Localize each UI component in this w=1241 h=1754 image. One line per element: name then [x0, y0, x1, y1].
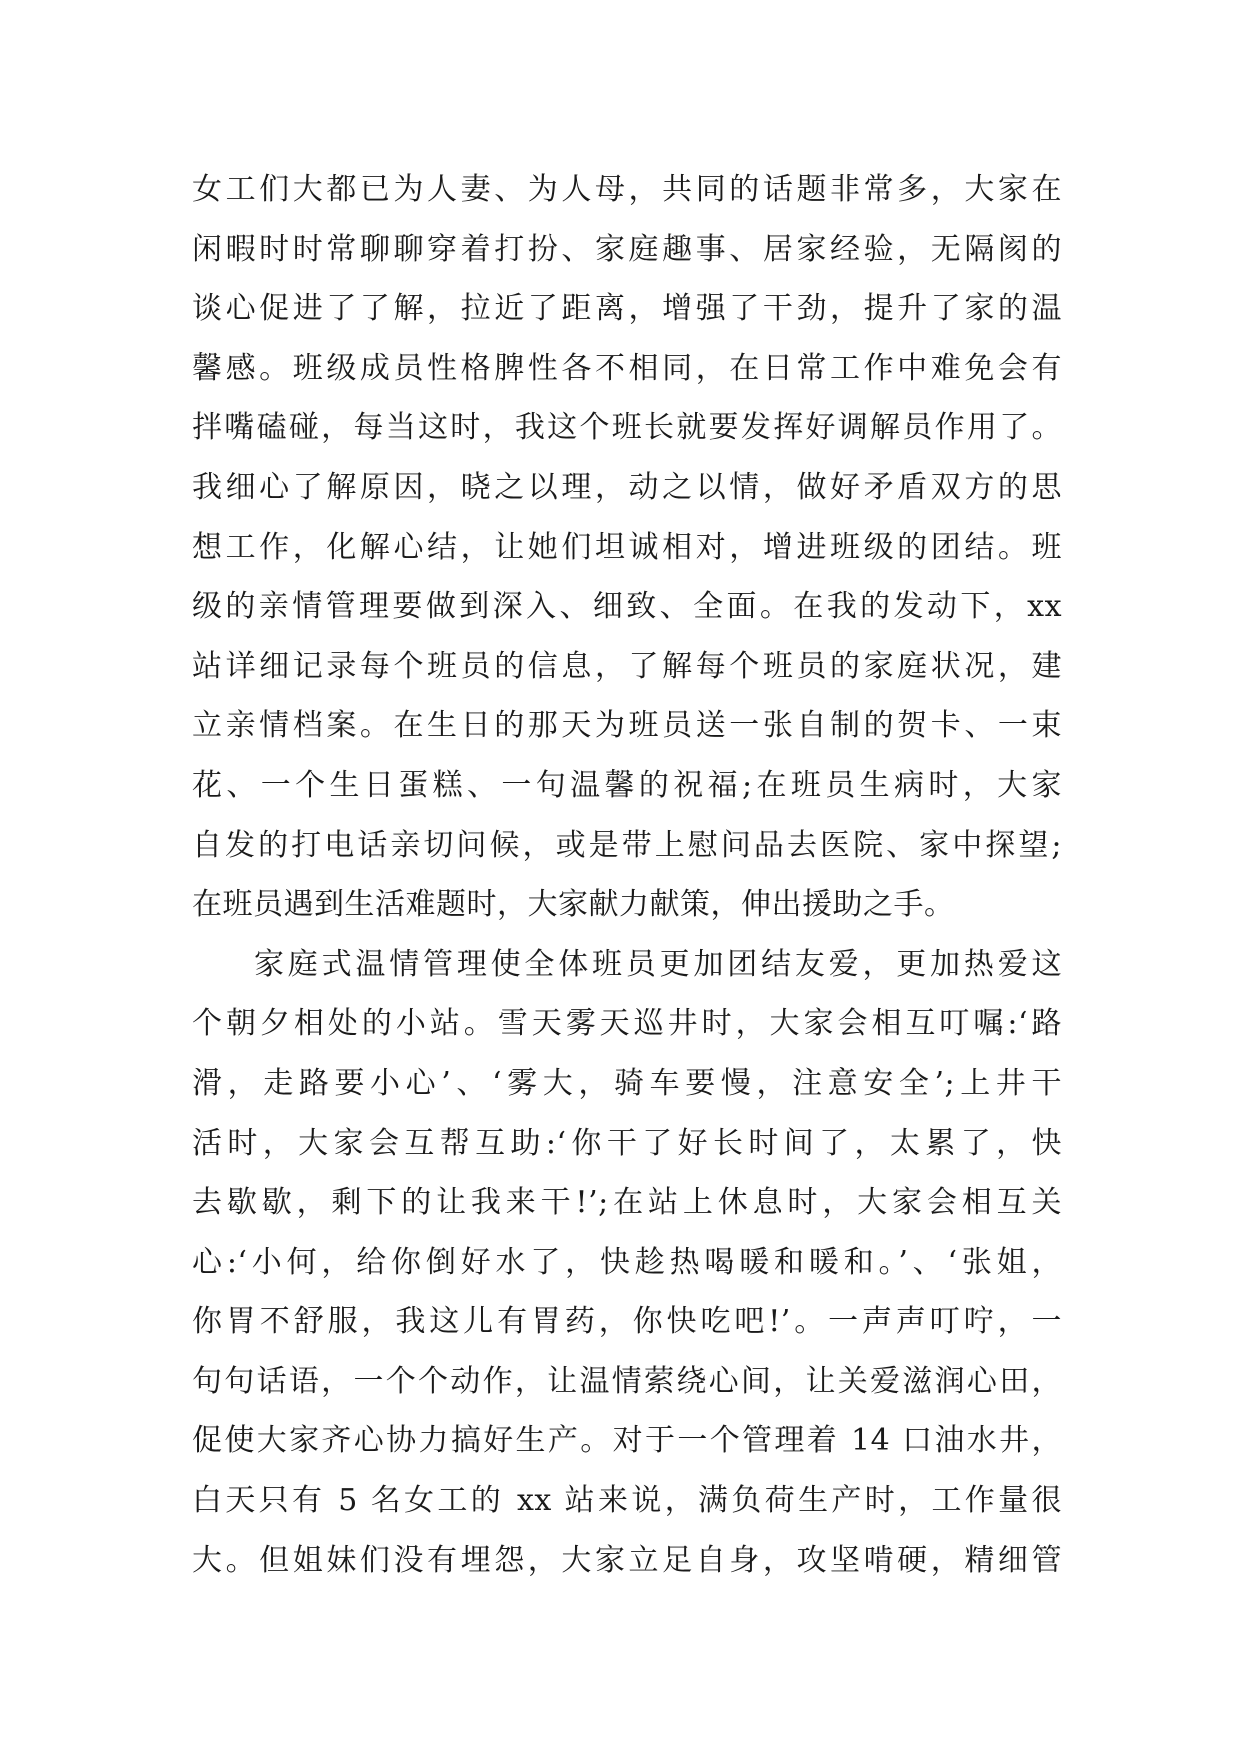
- paragraph: [192, 935, 1062, 1591]
- text-line: 白天只有 5 名女工的 xx 站来说，满负荷生产时，工作量很: [192, 1483, 1062, 1519]
- text-line: 花、一个生日蛋糕、一句温馨的祝福;在班员生病时，大家: [192, 767, 1062, 803]
- text-line: 想工作，化解心结，让她们坦诚相对，增进班级的团结。班: [192, 529, 1062, 565]
- text-line: 闲暇时时常聊聊穿着打扮、家庭趣事、居家经验，无隔阂的: [192, 231, 1062, 267]
- text-line: 谈心促进了了解，拉近了距离，增强了干劲，提升了家的温: [192, 291, 1062, 327]
- document-body: [192, 160, 1062, 1590]
- text-line: 活时，大家会互帮互助:‘你干了好长时间了，太累了，快: [192, 1125, 1062, 1161]
- text-line: 家庭式温情管理使全体班员更加团结友爱，更加热爱这: [254, 946, 1062, 982]
- text-line: 立亲情档案。在生日的那天为班员送一张自制的贺卡、一束: [192, 708, 1062, 744]
- text-line: 句句话语，一个个动作，让温情萦绕心间，让关爱滋润心田，: [192, 1363, 1062, 1399]
- text-line: 你胃不舒服，我这儿有胃药，你快吃吧!’。一声声叮咛，一: [192, 1304, 1062, 1340]
- text-line: 在班员遇到生活难题时，大家献力献策，伸出援助之手。: [192, 887, 955, 923]
- text-line: 我细心了解原因，晓之以理，动之以情，做好矛盾双方的思: [192, 469, 1062, 505]
- text-line: 级的亲情管理要做到深入、细致、全面。在我的发动下，xx: [192, 589, 1062, 625]
- text-line: 心:‘小何，给你倒好水了，快趁热喝暖和暖和。’、‘张姐，: [192, 1244, 1062, 1280]
- text-line: 站详细记录每个班员的信息，了解每个班员的家庭状况，建: [192, 648, 1062, 684]
- text-line: 女工们大都已为人妻、为人母，共同的话题非常多，大家在: [192, 172, 1062, 207]
- text-line: 大。但姐妹们没有埋怨，大家立足自身，攻坚啃硬，精细管: [192, 1542, 1062, 1578]
- text-line: 促使大家齐心协力搞好生产。对于一个管理着 14 口油水井，: [192, 1423, 1062, 1459]
- paragraph: [192, 160, 1062, 935]
- text-line: 个朝夕相处的小站。雪天雾天巡井时，大家会相互叮嘱:‘路: [192, 1006, 1062, 1042]
- text-line: 去歇歇，剩下的让我来干!’;在站上休息时，大家会相互关: [192, 1185, 1062, 1221]
- text-line: 自发的打电话亲切问候，或是带上慰问品去医院、家中探望;: [192, 827, 1062, 863]
- text-line: 滑，走路要小心’、‘雾大，骑车要慢，注意安全’;上井干: [192, 1065, 1062, 1101]
- text-line: 拌嘴磕碰，每当这时，我这个班长就要发挥好调解员作用了。: [192, 410, 1062, 446]
- text-line: 馨感。班级成员性格脾性各不相同，在日常工作中难免会有: [192, 350, 1062, 386]
